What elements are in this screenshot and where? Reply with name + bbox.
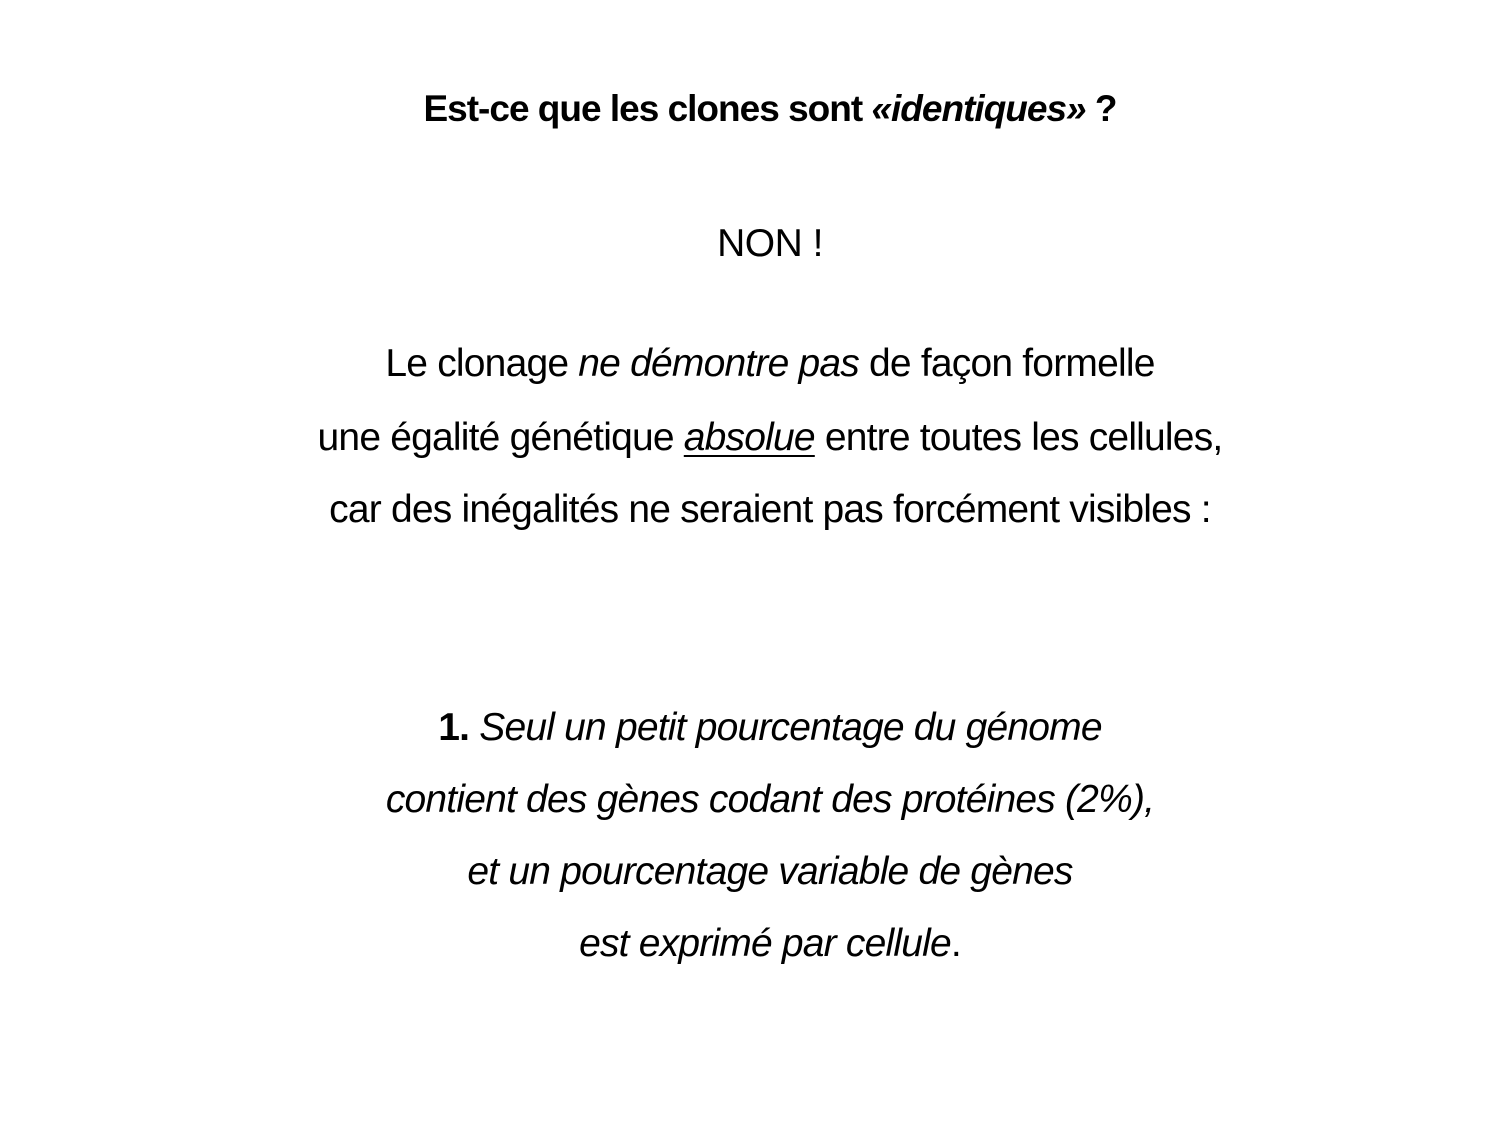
italic-segment: ne démontre pas: [578, 342, 859, 385]
point-1-line-2: contient des gènes codant des protéines (2%),: [385, 778, 1155, 821]
paragraph-line-1: [0, 342, 1500, 386]
point-number: 1.: [438, 706, 470, 749]
text-segment: entre toutes les cellules,: [814, 416, 1223, 459]
title-suffix: ?: [1085, 88, 1117, 129]
answer-text: NON !: [717, 222, 823, 265]
point-1-line-3: et un pourcentage variable de gènes: [467, 850, 1073, 893]
text-segment: de façon formelle: [858, 342, 1155, 385]
title-prefix: Est-ce que les clones sont: [423, 88, 872, 129]
text-segment: une égalité génétique: [317, 416, 684, 459]
italic-segment: Seul un petit pourcentage du génome: [469, 706, 1102, 749]
period: .: [950, 922, 961, 965]
slide-title: [0, 88, 1500, 130]
paragraph-line-2: [0, 416, 1500, 460]
point-1-line-1: [0, 706, 1500, 750]
italic-segment: est exprimé par cellule: [579, 922, 951, 965]
underlined-italic-segment: absolue: [683, 416, 815, 459]
paragraph-line-3: car des inégalités ne seraient pas forcément visibles :: [329, 488, 1211, 531]
text-segment: Le clonage: [385, 342, 579, 385]
title-emphasis: «identiques»: [871, 88, 1086, 129]
point-1-line-4: [0, 922, 1500, 966]
